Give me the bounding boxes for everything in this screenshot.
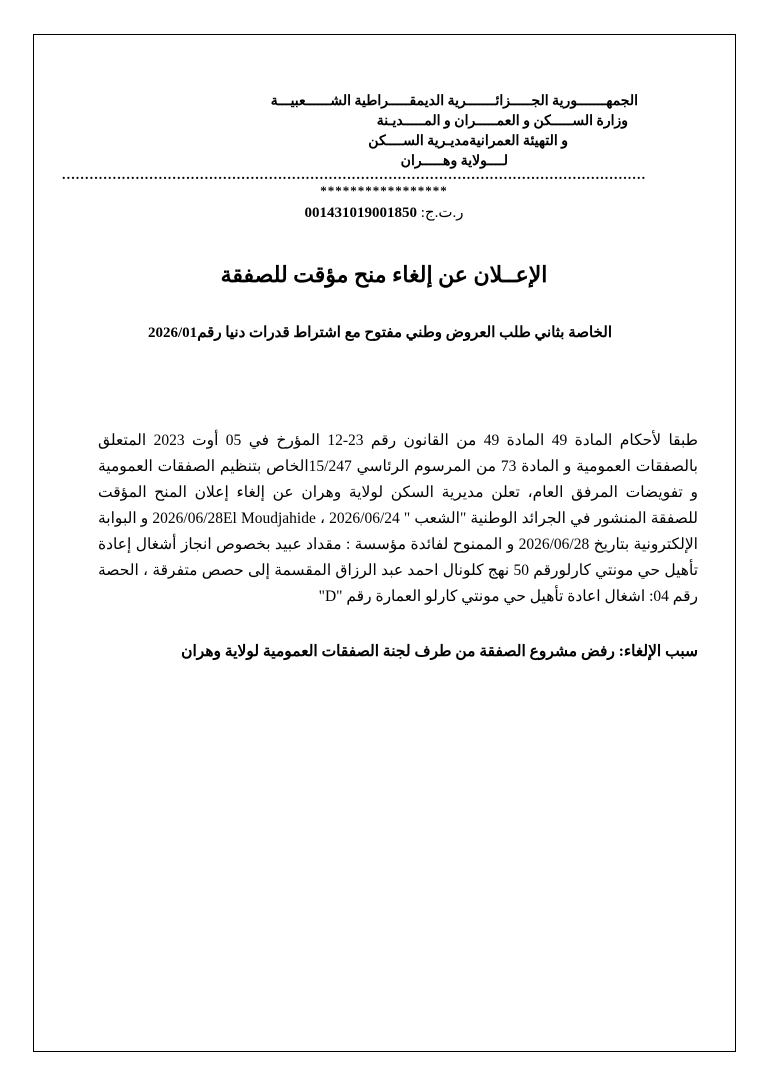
announcement-body	[98, 428, 698, 610]
letterhead	[60, 92, 638, 172]
announcement-title: الإعــلان عن إلغاء منح مؤقت للصفقة	[220, 262, 548, 287]
dotted-separator: ...............................................................................................................................	[62, 168, 647, 183]
tax-id-number: 001431019001850	[304, 205, 418, 221]
letterhead-line-wilaya: لــــولاية وهـــــران	[400, 154, 508, 169]
letterhead-line-republic: الجمهـــــــورية الجـــــزائـــــــرية الديمقـــــراطية الشــــــعبيـــة	[270, 94, 638, 109]
letterhead-line-directorate: و التهيئة العمرانيةمديـرية الســــكن	[368, 134, 568, 149]
tax-id-label: ر.ت.ج:	[420, 205, 464, 221]
body-paragraph: طبقا لأحكام المادة 49 المادة 49 من القانون رقم 23-12 المؤرخ في 05 أوت 2023 المتعلق بالصفقات العمومية و المادة 73 من المرسوم الرئاسي 15/247الخاص بتنظيم الصفقات العمومية و تفويضات المرفق العام، تعلن مديرية السكن لولاية وهران عن إلغاء إعلان المنح المؤقت للصفقة المنشور في الجرائد الوطنية "الشعب " 2026/06/24 ، 2026/06/28El Moudjahide و البوابة الإلكترونية بتاريخ 2026/06/28 و الممنوح لفائدة مؤسسة : مقداد عبيد بخصوص انجاز أشغال إعادة تأهيل حي مونتي كارلورقم 50 نهج كلونال احمد عبد الرزاق المقسمة إلى حصص متفرقة ، الحصة رقم 04: اشغال اعادة تأهيل حي مونتي كارلو العمارة رقم "D"	[98, 432, 699, 605]
tax-id-line	[0, 203, 768, 222]
star-separator: *****************	[320, 183, 448, 198]
letterhead-line-ministry: وزارة الســـــكن و العمـــــران و المـــــديـنة	[376, 114, 628, 129]
cancellation-reason: سبب الإلغاء: رفض مشروع الصفقة من طرف لجنة الصفقات العمومية لولاية وهران	[181, 643, 698, 660]
announcement-subtitle: الخاصة بثاني طلب العروض وطني مفتوح مع اشتراط قدرات دنيا رقم2026/01	[148, 325, 612, 341]
